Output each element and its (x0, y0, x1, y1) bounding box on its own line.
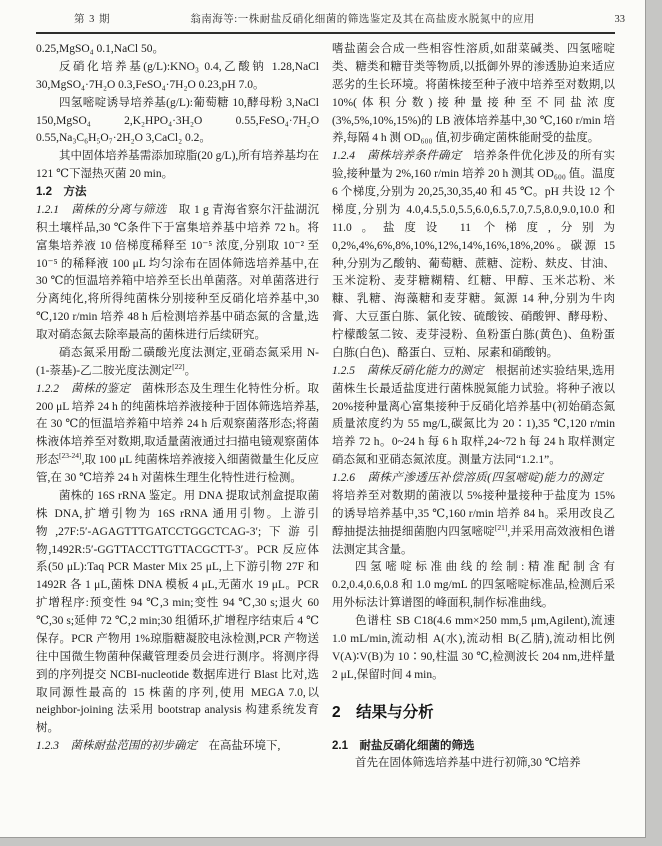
text-run: 其中固体培养基需添加琼脂(20 g/L),所有培养基均在 121 ℃下湿热灭菌 20 min。 (36, 150, 319, 181)
text-run: 1.2.5 菌株反硝化能力的测定 (332, 364, 484, 377)
text-run: 1.2.3 菌株耐盐范围的初步确定 (36, 740, 197, 753)
paragraph (36, 345, 319, 381)
paragraph (36, 738, 319, 756)
text-run: 1.2.2 菌株的鉴定 (36, 382, 131, 395)
header-rule (36, 32, 615, 34)
text-run: 首先在固体筛选培养基中进行初筛,30 ℃培养 (355, 757, 581, 770)
text-run: [23-24] (59, 451, 82, 461)
text-run: [22] (172, 361, 185, 371)
text-run: 1.2.4 菌株培养条件确定 (332, 150, 462, 163)
column-left (36, 41, 319, 773)
issue-number: 第 3 期 (74, 14, 111, 25)
text-run: 1.2.6 菌株产渗透压补偿溶质(四氢嘧啶)能力的测定 (332, 472, 604, 484)
column-right (332, 41, 615, 773)
text-run: 根据前述实验结果,选用菌株生长最适盐度进行菌株脱氮能力试验。将种子液以 20%接种量离心富集接种于反硝化培养基中(初始硝态氮质量浓度约为 55 mg/L,碳氮比为 20∶1),35 ℃,120 r/min 培养 72 h。0~24 h 每 6 h 取样,24~72 h 每 24 h 取样测定硝态氮和亚硝态氮浓度。测量方法同“1.2.1”。 (332, 364, 616, 467)
paragraph (332, 755, 615, 773)
text-run: 菌株形态及生理生化特性分析。取 200 μL 培养 24 h 的纯菌株培养液接种于固体筛选培养基,在 30 ℃的恒温培养箱中培养 24 h 后观察菌落形态;将菌株液体培养至对数期,取适量菌液通过扫描电镜观察菌体形态 (36, 382, 320, 467)
paragraph (36, 59, 319, 95)
paragraph (36, 488, 319, 738)
text-run: 反硝化培养基(g/L):KNO₃ 0.4,乙酸钠 1.28,NaCl 30,MgSO₄·7H₂O 0.3,FeSO₄·7H₂O 0.23,pH 7.0。 (36, 60, 319, 91)
text-run: ,并采用高效液相色谱法测定其含量。 (332, 525, 616, 556)
page-header (36, 11, 631, 26)
paragraph (36, 95, 319, 149)
text-run: 培养条件优化涉及的所有实验,接种量为 2%,160 r/min 培养 20 h 测其 OD₆₀₀ 值。温度 6 个梯度,分别为 20,25,30,35,40 和 45 ℃。pH 共设 12 个梯度,分别为 4.0,4.5,5.0,5.5,6.0,6.5,7.0,7.5,8.0,9.0,10.0 和 11.0。盐度设 11 个梯度,分别为 0,2%,4%,6%,8%,10%,12%,14%,16%,18%,20%。碳源 15 种,分别为乙酸钠、葡萄糖、蔗糖、淀粉、麸皮、甘油、玉米淀粉、麦芽糖糊精、红糖、甲醇、玉米芯粉、米糠、乳糖、海藻糖和麦芽糖。氮源 14 种,分别为牛肉膏、大豆蛋白胨、氯化铵、硫酸铵、硝酸钾、酵母粉、柠檬酸氢二铵、麦芽浸粉、鱼粉蛋白胨(黄色)、鱼粉蛋白胨(白色)、酪蛋白、豆粕、尿素和硝酸钠。 (332, 150, 616, 359)
paragraph (36, 148, 319, 184)
text-run: ,取 100 μL 纯菌株培养液接入细菌微量生化反应管,在 30 ℃培养 24 h 对菌株生理生化特性进行检测。 (36, 454, 319, 484)
paragraph (36, 41, 319, 59)
paragraph (332, 559, 615, 613)
text-run: 四氢嘧啶标准曲线的绘制:精准配制含有 0.2,0.4,0.6,0.8 和 1.0 mg/mL 的四氢嘧啶标准品,检测后采用外标法计算谱图的峰面积,制作标准曲线。 (332, 561, 615, 610)
paragraph (332, 613, 615, 685)
text-run: 在高盐环境下, (197, 740, 281, 753)
heading (332, 701, 615, 725)
paragraph (332, 148, 615, 363)
text-run: 。 (184, 364, 197, 377)
paragraph (332, 470, 615, 559)
two-column-body (36, 41, 615, 773)
paragraph (332, 41, 615, 148)
text-run: 色谱柱 SB C18(4.6 mm×250 mm,5 μm,Agilent),流速 1.0 mL/min,流动相 A(水),流动相 B(乙腈),流动相比例 V(A)∶V(B)为 10∶90,柱温 30 ℃,检测波长 204 nm,进样量 2 μL,保留时间 4 min。 (332, 615, 615, 681)
text-run: 嗜盐菌会合成一些相容性溶质,如甜菜碱类、四氢嘧啶类、糖类和糖苷类等物质,以抵御外界的渗透胁迫来适应恶劣的生长环境。将菌株接至种子液中培养至对数期,以 10%(体积分数)接种量接种至不同盐浓度(3%,5%,10%,15%)的 LB 液体培养基中,30 ℃,160 r/min 培养,每隔 4 h 测 OD₆₀₀ 值,初步确定菌株能耐受的盐度。 (332, 43, 615, 145)
paragraph (332, 363, 615, 470)
text-run: 0.25,MgSO₄ 0.1,NaCl 50。 (36, 43, 164, 55)
paragraph (36, 202, 319, 345)
heading (36, 184, 319, 202)
text-run: 四氢嘧啶诱导培养基(g/L):葡萄糖 10,酵母粉 3,NaCl 150,MgSO₄ 2,K₂HPO₄·3H₂O 0.55,FeSO₄·7H₂O 0.55,Na₃C₆H₅O₇·2H₂O 3,CaCl₂ 0.2。 (36, 96, 319, 145)
page-number: 33 (614, 14, 625, 25)
text-run: 菌株的 16S rRNA 鉴定。用 DNA 提取试剂盒提取菌株 DNA,扩增引物为 16S rRNA 通用引物。上游引物,27F:5′-AGAGTTTGATCCTGGCTCAG-3′;下游引物,1492R:5′-GGTTACCTTGTTACGCTT-3′。PCR 反应体系(50 μL):Taq PCR Master Mix 25 μL,上下游引物 27F 和 1492R 各 1 μL,菌株 DNA 模板 4 μL,无菌水 19 μL。PCR 扩增程序:预变性 94 ℃,3 min;变性 94 ℃,30 s;退火 60 ℃,30 s;延伸 72 ℃,2 min;30 组循环,扩增程序结束后 4 ℃保存。PCR 产物用 1%琼脂糖凝胶电泳检测,PCR 产物送往中国微生物菌种保藏管理委员会进行测序。将测序得到的序列提交 NCBI-nucleotide 数据库进行 Blast 比对,选取同源性最高的 15 株菌的序列,使用 MEGA 7.0,以 neighbor-joining 法采用 bootstrap analysis 构建系统发育树。 (36, 489, 319, 735)
text-run: [21] (494, 522, 508, 532)
heading (332, 738, 615, 756)
text-run: 1.2.1 菌株的分离与筛选 (36, 203, 167, 216)
text-run: 将培养至对数期的菌液以 5%接种量接种于盐度为 15%的诱导培养基中,35 ℃,160 r/min 培养 84 h。采用改良乙醇抽提法抽提细菌胞内四氢嘧啶 (332, 472, 615, 538)
text-run: 1.2 方法 (36, 186, 87, 198)
text-run: 取 1 g 青海省察尔汗盐湖沉积土壤样品,30 ℃条件下于富集培养基中培养 72 h。将富集培养液 10 倍梯度稀释至 10⁻⁵ 浓度,分别取 10⁻² 至 10⁻⁵ 的稀释液 100 μL 均匀涂布在固体筛选培养基中,在 30 ℃的恒温培养箱中培养至长出单菌落。对单菌落进行分离纯化,将所得纯菌株分别接种至反硝化培养基中,30 ℃,120 r/min 培养 48 h 后检测培养基中硝态氮的含量,选取对硝态氮去除率最高的菌株进行后续研究。 (36, 203, 320, 341)
running-title: 翁南海等:一株耐盐反硝化细菌的筛选鉴定及其在高盐废水脱氮中的应用 (190, 14, 535, 25)
text-run: 2.1 耐盐反硝化细菌的筛选 (332, 739, 475, 752)
text-run: 2 结果与分析 (332, 703, 434, 721)
text-run: 硝态氮采用酚二磺酸光度法测定,亚硝态氮采用 N-(1-萘基)-乙二胺光度法测定 (36, 346, 319, 377)
paragraph (36, 381, 319, 488)
